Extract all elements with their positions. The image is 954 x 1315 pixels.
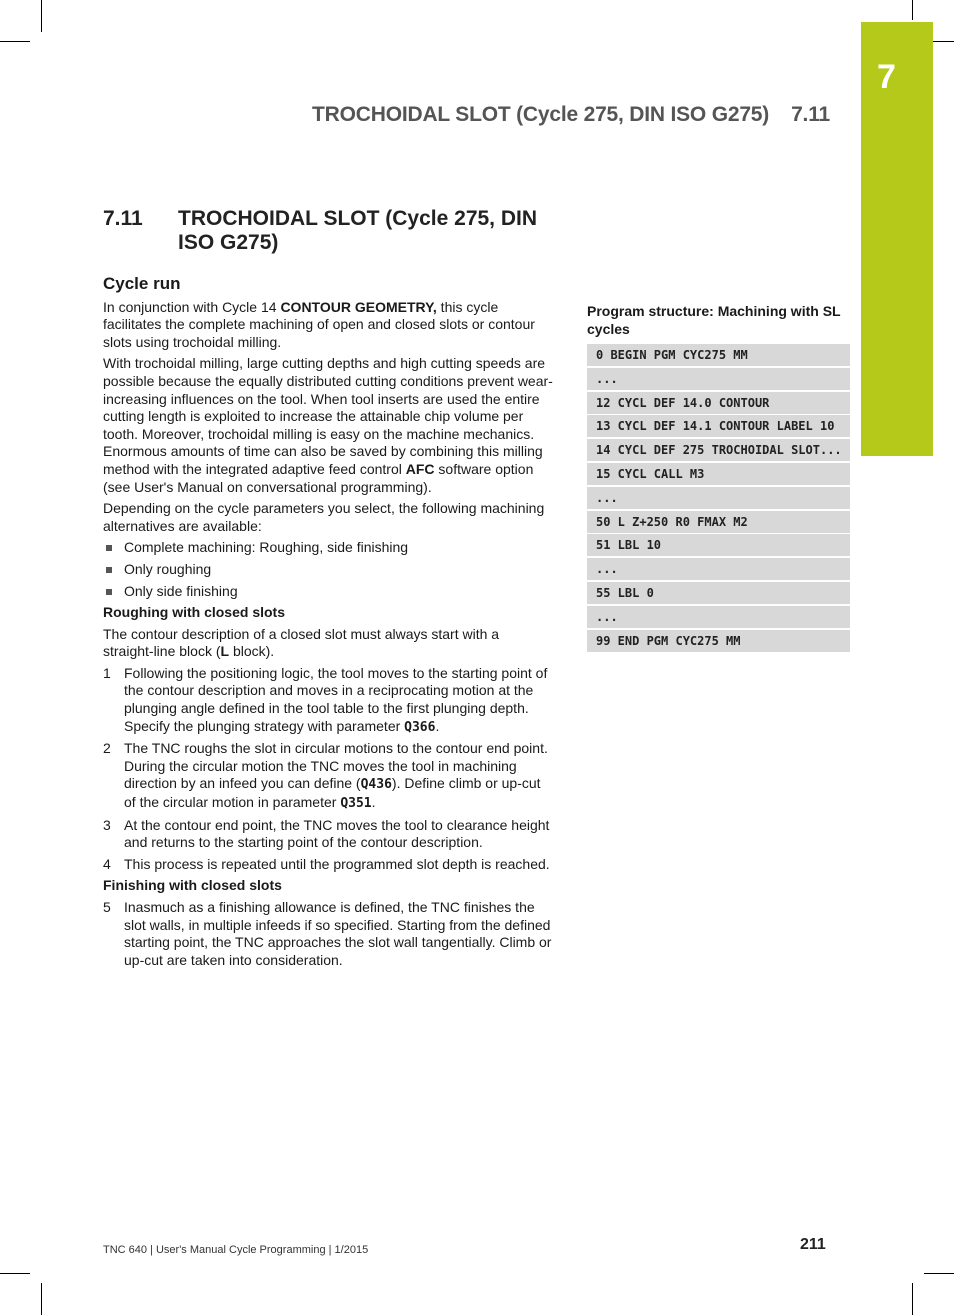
bold-term: L (220, 643, 230, 660)
code-line: 12 CYCL DEF 14.0 CONTOUR (587, 392, 850, 414)
text: The contour description of a closed slot must always start with a straight-line block ( (103, 625, 500, 660)
paragraph (103, 299, 553, 352)
list-item (103, 899, 553, 969)
code-line: 13 CYCL DEF 14.1 CONTOUR LABEL 10 (587, 415, 850, 437)
chapter-tab (861, 22, 933, 456)
crop-mark (912, 0, 913, 20)
text: block). (229, 643, 275, 660)
finishing-heading: Finishing with closed slots (103, 877, 282, 894)
text: ). Define climb or up-cut of the circular motion in parameter (124, 775, 541, 811)
page-number: 211 (800, 1236, 826, 1253)
text: With trochoidal milling, large cutting depths and high cutting speeds are possible because the equally distributed cutting conditions prevent wear-increasing influences on the tool. When tool inserts are used the entire cutting length is exploited to increase the attainable chip volume per tooth. Moreover, trochoidal milling is easy on the machine mechanics. Enormous amounts of time can also be saved by combining this milling method with the integrated adaptive feed control (103, 355, 553, 477)
alternatives-list (103, 539, 553, 600)
section-number: 7.11 (103, 207, 143, 230)
main-column (103, 275, 553, 973)
cycle-run-heading: Cycle run (103, 274, 181, 293)
crop-mark (924, 1273, 954, 1274)
bold-term: AFC (405, 460, 435, 477)
code-line: 99 END PGM CYC275 MM (587, 630, 850, 652)
text: this cycle facilitates the complete machining of open and closed slots or contour slots using trochoidal milling. (103, 298, 535, 350)
list-item (103, 740, 553, 812)
running-header-title: TROCHOIDAL SLOT (Cycle 275, DIN ISO G275) (312, 103, 770, 126)
crop-mark (912, 1283, 913, 1315)
code-line: ... (587, 368, 850, 390)
parameter: Q366 (404, 719, 436, 735)
step-number: 2 (103, 740, 111, 757)
text: This process is repeated until the programmed slot depth is reached. (124, 855, 550, 872)
step-number: 1 (103, 664, 111, 681)
step-number: 4 (103, 855, 111, 872)
roughing-steps (103, 665, 553, 874)
step-number: 3 (103, 816, 111, 833)
list-item (103, 817, 553, 852)
code-line: 50 L Z+250 R0 FMAX M2 (587, 511, 850, 533)
parameter: Q436 (360, 777, 392, 793)
text: Inasmuch as a finishing allowance is defined, the TNC finishes the slot walls, in multiple infeeds if so specified. Starting from the defined starting point, the TNC approaches the slot wall tangentially. Climb or up-cut are taken into consideration. (124, 899, 552, 968)
text: The TNC roughs the slot in circular motions to the contour end point. During the circular motion the TNC moves the tool in machining direction by an infeed you can define ( (124, 740, 548, 792)
crop-mark (41, 1283, 42, 1315)
list-item: Complete machining: Roughing, side finishing (103, 539, 553, 557)
program-structure-title: Program structure: Machining with SL cycles (587, 303, 841, 337)
finishing-steps (103, 899, 553, 969)
code-line: 0 BEGIN PGM CYC275 MM (587, 344, 850, 366)
text: . (371, 794, 376, 811)
crop-mark (41, 0, 42, 32)
step-number: 5 (103, 899, 111, 915)
bold-term: CONTOUR GEOMETRY, (280, 298, 437, 315)
list-item: Only side finishing (103, 583, 553, 601)
text: Following the positioning logic, the tool moves to the starting point of the contour description and moves in a reciprocating motion at the plunging angle defined in the tool table to the first plunging depth. Specify the plunging strategy with parameter (124, 664, 548, 734)
code-line: ... (587, 558, 850, 580)
running-header-number: 7.11 (791, 103, 830, 126)
paragraph: Depending on the cycle parameters you select, the following machining alternatives are available: (103, 500, 545, 534)
paragraph (103, 355, 553, 496)
text: At the contour end point, the TNC moves the tool to clearance height and returns to the starting point of the contour description. (124, 816, 550, 851)
text: software option (see User's Manual on conversational programming). (103, 460, 534, 495)
code-line: 55 LBL 0 (587, 582, 850, 604)
code-line: 14 CYCL DEF 275 TROCHOIDAL SLOT... (587, 439, 850, 461)
parameter: Q351 (340, 796, 372, 812)
section-title: TROCHOIDAL SLOT (Cycle 275, DIN ISO G275) (178, 207, 538, 254)
code-line: 15 CYCL CALL M3 (587, 463, 850, 485)
text: . (435, 717, 440, 734)
running-header (312, 103, 830, 127)
crop-mark (0, 41, 30, 42)
list-item (103, 856, 553, 874)
code-line: ... (587, 487, 850, 509)
roughing-heading: Roughing with closed slots (103, 604, 285, 621)
crop-mark (0, 1273, 30, 1274)
code-line: ... (587, 606, 850, 628)
chapter-number: 7 (877, 58, 896, 96)
paragraph (103, 626, 553, 661)
text: In conjunction with Cycle 14 (103, 298, 281, 315)
program-structure (587, 302, 850, 653)
code-line: 51 LBL 10 (587, 534, 850, 556)
list-item (103, 665, 553, 736)
footer-text: TNC 640 | User's Manual Cycle Programming | 1/2015 (103, 1244, 369, 1256)
list-item: Only roughing (103, 561, 553, 579)
